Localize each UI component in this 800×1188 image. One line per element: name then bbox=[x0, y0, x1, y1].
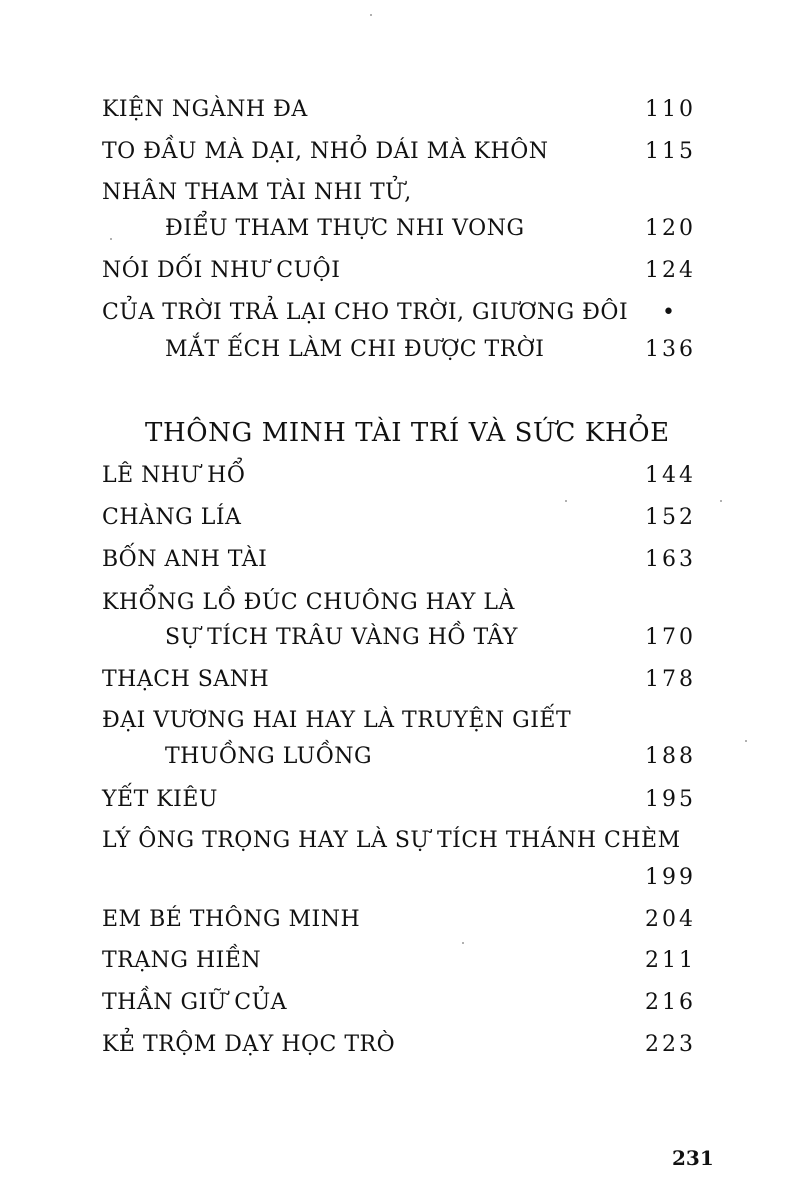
toc-page-number: 195 bbox=[645, 787, 696, 812]
toc-title: THUỒNG LUỒNG bbox=[165, 744, 373, 769]
toc-title: BỐN ANH TÀI bbox=[102, 547, 268, 572]
toc-title: TO ĐẦU MÀ DẠI, NHỎ DÁI MÀ KHÔN bbox=[102, 139, 549, 164]
toc-title: KẺ TRỘM DẠY HỌC TRÒ bbox=[102, 1032, 396, 1057]
toc-page-number: 136 bbox=[645, 337, 696, 362]
toc-page-number: 204 bbox=[645, 907, 696, 932]
toc-entry bbox=[102, 300, 696, 326]
toc-page-number: 170 bbox=[645, 625, 696, 650]
toc-page-number: 163 bbox=[645, 547, 696, 572]
toc-entry bbox=[102, 828, 740, 854]
toc-entry-continuation bbox=[165, 216, 696, 242]
scan-speck bbox=[370, 14, 372, 16]
toc-title: SỰ TÍCH TRÂU VÀNG HỒ TÂY bbox=[165, 625, 518, 650]
toc-page-number: 124 bbox=[645, 258, 696, 283]
toc-page-number: 223 bbox=[645, 1032, 696, 1057]
toc-entry bbox=[102, 97, 696, 123]
toc-title: THẠCH SANH bbox=[102, 667, 270, 692]
toc-page-number: 115 bbox=[645, 139, 696, 164]
toc-page-number: 216 bbox=[645, 990, 696, 1015]
toc-entry bbox=[102, 463, 696, 489]
toc-title: YẾT KIÊU bbox=[102, 787, 218, 812]
toc-title: THẦN GIỮ CỦA bbox=[102, 990, 288, 1015]
toc-page-number: 199 bbox=[645, 865, 696, 890]
toc-title: NHÂN THAM TÀI NHI TỬ, bbox=[102, 180, 412, 205]
scan-speck bbox=[745, 740, 747, 742]
toc-entry bbox=[102, 990, 696, 1016]
toc-mark: • bbox=[662, 300, 678, 325]
toc-entry bbox=[102, 1032, 696, 1058]
toc-title: ĐIỂU THAM THỰC NHI VONG bbox=[165, 216, 525, 241]
toc-entry bbox=[102, 258, 696, 284]
toc-page-number: 120 bbox=[645, 216, 696, 241]
toc-entry bbox=[102, 708, 696, 734]
toc-entry bbox=[102, 590, 696, 616]
scan-speck bbox=[110, 238, 112, 240]
scan-speck bbox=[462, 942, 464, 944]
toc-entry bbox=[102, 180, 696, 206]
scan-speck bbox=[565, 500, 567, 502]
toc-entry bbox=[102, 948, 696, 974]
toc-title: MẮT ẾCH LÀM CHI ĐƯỢC TRỜI bbox=[165, 337, 545, 362]
toc-page-number: 178 bbox=[645, 667, 696, 692]
toc-title: KIỆN NGÀNH ĐA bbox=[102, 97, 308, 122]
toc-title: EM BÉ THÔNG MINH bbox=[102, 907, 361, 932]
toc-title: LÊ NHƯ HỔ bbox=[102, 463, 246, 488]
toc-entry bbox=[102, 505, 696, 531]
toc-page-number: 110 bbox=[645, 97, 696, 122]
toc-page-number: 152 bbox=[645, 505, 696, 530]
toc-title: NÓI DỐI NHƯ CUỘI bbox=[102, 258, 341, 283]
toc-title: KHỔNG LỒ ĐÚC CHUÔNG HAY LÀ bbox=[102, 590, 515, 615]
toc-entry bbox=[102, 547, 696, 573]
toc-title: TRẠNG HIỀN bbox=[102, 948, 262, 973]
toc-entry bbox=[102, 907, 696, 933]
toc-entry-continuation bbox=[165, 744, 696, 770]
toc-title: ĐẠI VƯƠNG HAI HAY LÀ TRUYỆN GIẾT bbox=[102, 708, 572, 733]
toc-entry bbox=[102, 139, 696, 165]
toc-page-number: 188 bbox=[645, 744, 696, 769]
toc-entry-continuation bbox=[165, 337, 696, 363]
toc-title: LÝ ÔNG TRỌNG HAY LÀ SỰ TÍCH THÁNH CHÈM bbox=[102, 828, 681, 853]
toc-title: CHÀNG LÍA bbox=[102, 505, 242, 530]
toc-page-number: 144 bbox=[645, 463, 696, 488]
toc-entry-continuation bbox=[165, 625, 696, 651]
page-number: 231 bbox=[672, 1146, 714, 1170]
toc-page-number: 211 bbox=[645, 948, 696, 973]
toc-entry-page-only bbox=[102, 865, 696, 891]
toc-title: CỦA TRỜI TRẢ LẠI CHO TRỜI, GIƯƠNG ĐÔI bbox=[102, 300, 629, 325]
toc-entry bbox=[102, 667, 696, 693]
scan-speck bbox=[720, 500, 722, 502]
section-heading: THÔNG MINH TÀI TRÍ VÀ SỨC KHỎE bbox=[145, 418, 670, 448]
toc-entry bbox=[102, 787, 696, 813]
